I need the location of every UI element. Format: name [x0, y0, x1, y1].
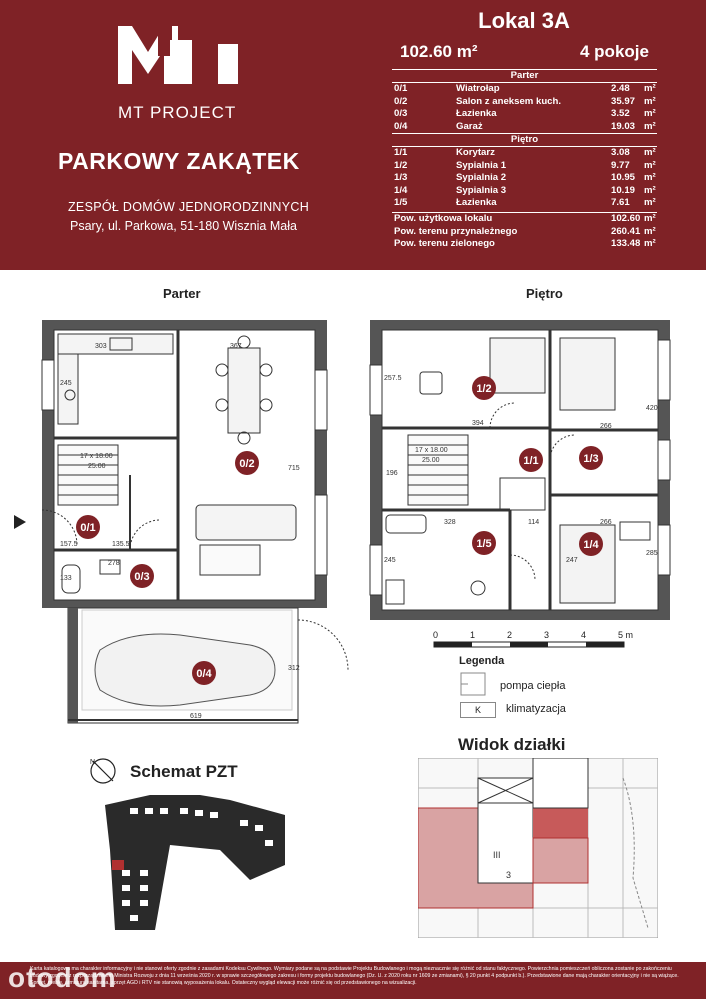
- room-badge-0-1: 0/1: [80, 522, 96, 534]
- dim-label: 266: [600, 519, 612, 526]
- dim-label: 285: [646, 550, 658, 557]
- room-badge-1-3: 1/3: [583, 453, 599, 465]
- totals-row: Pow. użytkowa lokalu 102.60 m²: [394, 213, 656, 224]
- dim-label: 619: [190, 713, 202, 720]
- dim-label: 133: [60, 575, 72, 582]
- table-row: 1/3 Sypialnia 2 10.95 m²: [394, 172, 656, 183]
- watermark: otodom: [8, 962, 117, 993]
- dim-label: 303: [95, 343, 107, 350]
- table-row: 1/1 Korytarz 3.08 m²: [394, 147, 656, 158]
- heat-pump-icon: [460, 672, 486, 696]
- project-name: PARKOWY ZAKĄTEK: [58, 148, 300, 174]
- footer-text: Karta katalogowa ma charakter informacyjny i nie stanowi oferty zgodnie z zasadami Kodeksu Cywilnego. Wymiary podane są na podstawie Projektu Budowlanego i mogą nieznacznie się różnić od stanu faktycznego. Powierzchnia pomieszczeń obliczona zostanie po zakończeniu budowy zgodnie z rozporządzeniem Ministra Rozwoju z dnia 11 września 2020 r. w sprawie szczegółowego zakresu i formy projektu budowlanego (Dz. U. z 2020 roku nr 1609 ze zmianami), § 20 punkt 4 podpunkt b.). Przedstawione dane mają charakter orientacyjny i nie są wiążące. Sprzęt, meble, armatura sanitarna, sprzęt AGD i RTV nie stanowią wyposażenia lokalu. Ostateczny wygląd elewacji może różnić się od przedstawionego na wizualizacji.: [30, 966, 679, 986]
- scale-tick: 2: [507, 630, 513, 640]
- room-badge-1-4: 1/4: [583, 539, 599, 551]
- site-view-title: Widok działki: [458, 735, 566, 754]
- dim-label: 715: [288, 465, 300, 472]
- ground-floor-plan: [0, 310, 360, 730]
- room-badge-1-5: 1/5: [476, 538, 492, 550]
- dim-label: 157.5: [60, 541, 78, 548]
- legend-ac: klimatyzacja: [506, 703, 566, 715]
- scale-bar: [428, 628, 648, 650]
- site-view-map: [418, 758, 658, 938]
- site-number-label: 3: [506, 870, 512, 880]
- dim-label: 196: [386, 470, 398, 477]
- table-row: 0/4 Garaż 19.03 m²: [394, 120, 656, 132]
- ground-table: [392, 70, 657, 210]
- dim-label: 25.00: [88, 463, 106, 470]
- upper-header: Piętro: [392, 133, 657, 147]
- unit-area: 102.60 m²: [400, 42, 478, 61]
- brand-name: MT PROJECT: [118, 103, 237, 122]
- svg-text:N: N: [90, 759, 96, 766]
- upper-floor-plan: [360, 310, 706, 630]
- dim-label: 312: [288, 665, 300, 672]
- site-plan-map: [100, 790, 300, 935]
- dim-label: 328: [444, 519, 456, 526]
- entrance-arrow-icon: [14, 515, 26, 529]
- table-row: 0/3 Łazienka 3.52 m²: [394, 108, 656, 119]
- dim-label: 245: [384, 557, 396, 564]
- legend-title: Legenda: [459, 655, 505, 667]
- dim-label: 394: [472, 420, 484, 427]
- room-badge-1-2: 1/2: [476, 383, 492, 395]
- pietro-plan-label: Piętro: [526, 286, 563, 301]
- scale-tick: 3: [544, 630, 550, 640]
- site-number-label: III: [493, 850, 501, 860]
- room-badge-0-3: 0/3: [134, 571, 150, 583]
- ground-header: Parter: [392, 70, 657, 83]
- scale-tick: 1: [470, 630, 476, 640]
- project-address: Psary, ul. Parkowa, 51-180 Wisznia Mała: [70, 219, 297, 233]
- unit-rooms: 4 pokoje: [580, 42, 649, 61]
- dim-label: 247: [566, 557, 578, 564]
- scale-tick: 0: [433, 630, 439, 640]
- legend-heat-pump: pompa ciepła: [500, 680, 566, 692]
- parter-plan-label: Parter: [163, 286, 201, 301]
- dim-label: 17 x 18.00: [80, 453, 113, 460]
- dim-label: 135.5: [112, 541, 130, 548]
- header-banner: [0, 0, 706, 270]
- dim-label: 25.00: [422, 457, 440, 464]
- compass-icon: [88, 756, 118, 786]
- mt-logo-icon: [118, 26, 242, 86]
- unit-title: Lokal 3A: [478, 8, 570, 33]
- project-subtitle: ZESPÓŁ DOMÓW JEDNORODZINNYCH: [68, 200, 310, 214]
- dim-label: 257.5: [384, 375, 402, 382]
- room-badge-1-1: 1/1: [523, 455, 539, 467]
- dim-label: 114: [528, 519, 540, 526]
- dim-label: 17 x 18.00: [415, 447, 448, 454]
- scale-tick: 5 m: [618, 630, 634, 640]
- table-row: 0/2 Salon z aneksem kuch. 35.97 m²: [394, 95, 656, 107]
- table-row: 0/1 Wiatrołap 2.48 m²: [394, 83, 656, 94]
- room-badge-0-2: 0/2: [239, 458, 255, 470]
- room-badge-0-4: 0/4: [196, 668, 212, 680]
- dim-label: 278: [108, 560, 120, 567]
- dim-label: 266: [600, 423, 612, 430]
- scale-tick: 4: [581, 630, 587, 640]
- totals-table: [392, 213, 657, 251]
- table-row: 1/2 Sypialnia 1 9.77 m²: [394, 159, 656, 171]
- totals-row: Pow. terenu zielonego 133.48 m²: [394, 238, 656, 249]
- table-row: 1/5 Łazienka 7.61 m²: [394, 197, 656, 208]
- dim-label: 420: [646, 405, 658, 412]
- dim-label: 367: [230, 343, 242, 350]
- ac-symbol: K: [460, 702, 496, 718]
- dim-label: 245: [60, 380, 72, 387]
- table-row: 1/4 Sypialnia 3 10.19 m²: [394, 184, 656, 196]
- totals-row: Pow. terenu przynależnego 260.41 m²: [394, 225, 656, 237]
- site-plan-title: Schemat PZT: [130, 762, 238, 781]
